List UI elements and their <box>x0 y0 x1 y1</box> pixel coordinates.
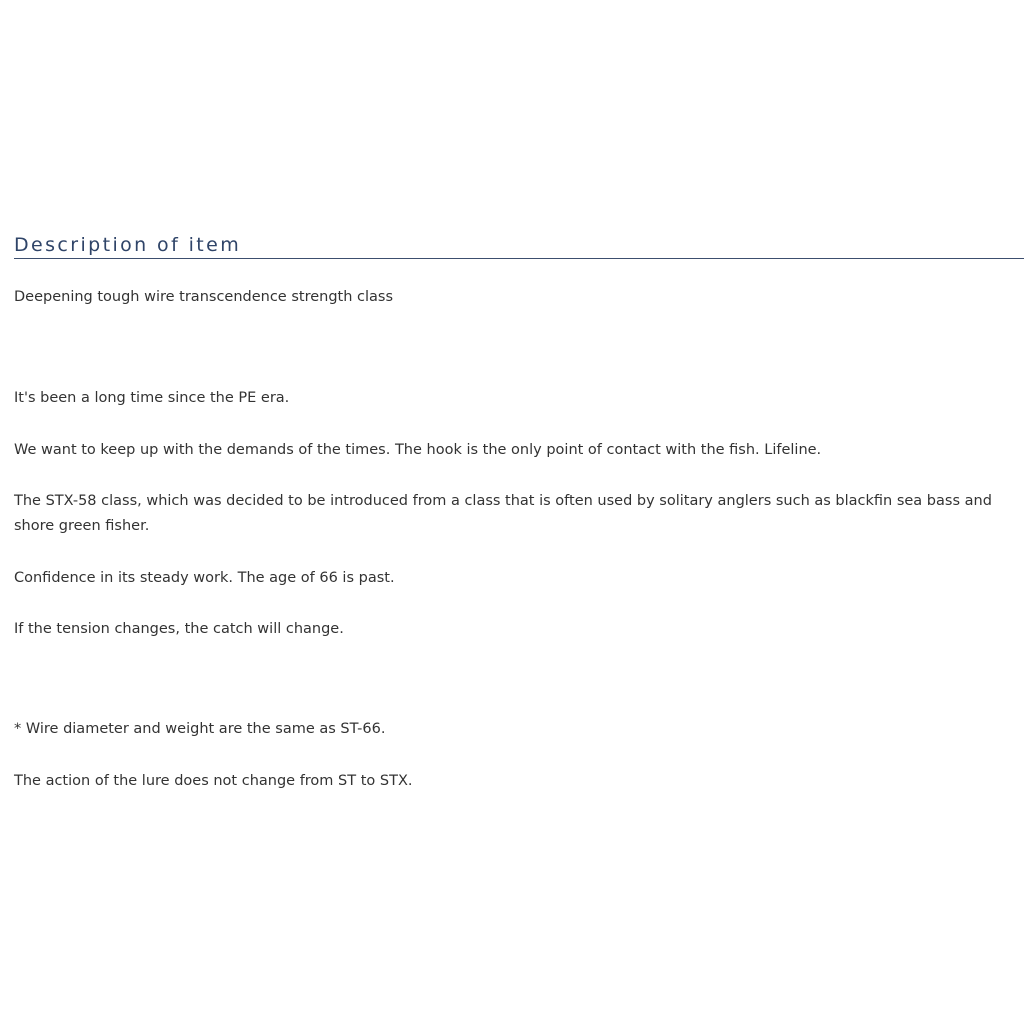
paragraph-pe-era: It's been a long time since the PE era. <box>14 390 290 406</box>
description-subtitle: Deepening tough wire transcendence strength class <box>14 289 394 305</box>
item-description-section <box>14 233 1024 259</box>
paragraph-tension: If the tension changes, the catch will change. <box>14 621 344 637</box>
section-title: Description of item <box>14 234 242 256</box>
note-lure-action: The action of the lure does not change from ST to STX. <box>14 773 413 789</box>
paragraph-confidence: Confidence in its steady work. The age of 66 is past. <box>14 570 395 586</box>
section-header <box>14 233 1024 259</box>
note-wire-diameter: * Wire diameter and weight are the same as ST-66. <box>14 721 386 737</box>
paragraph-demands: We want to keep up with the demands of the times. The hook is the only point of contact with the fish. Lifeline. <box>14 442 822 458</box>
paragraph-stx-class: The STX-58 class, which was decided to be introduced from a class that is often used by solitary anglers such as blackfin sea bass and shore green fisher. <box>14 493 992 534</box>
